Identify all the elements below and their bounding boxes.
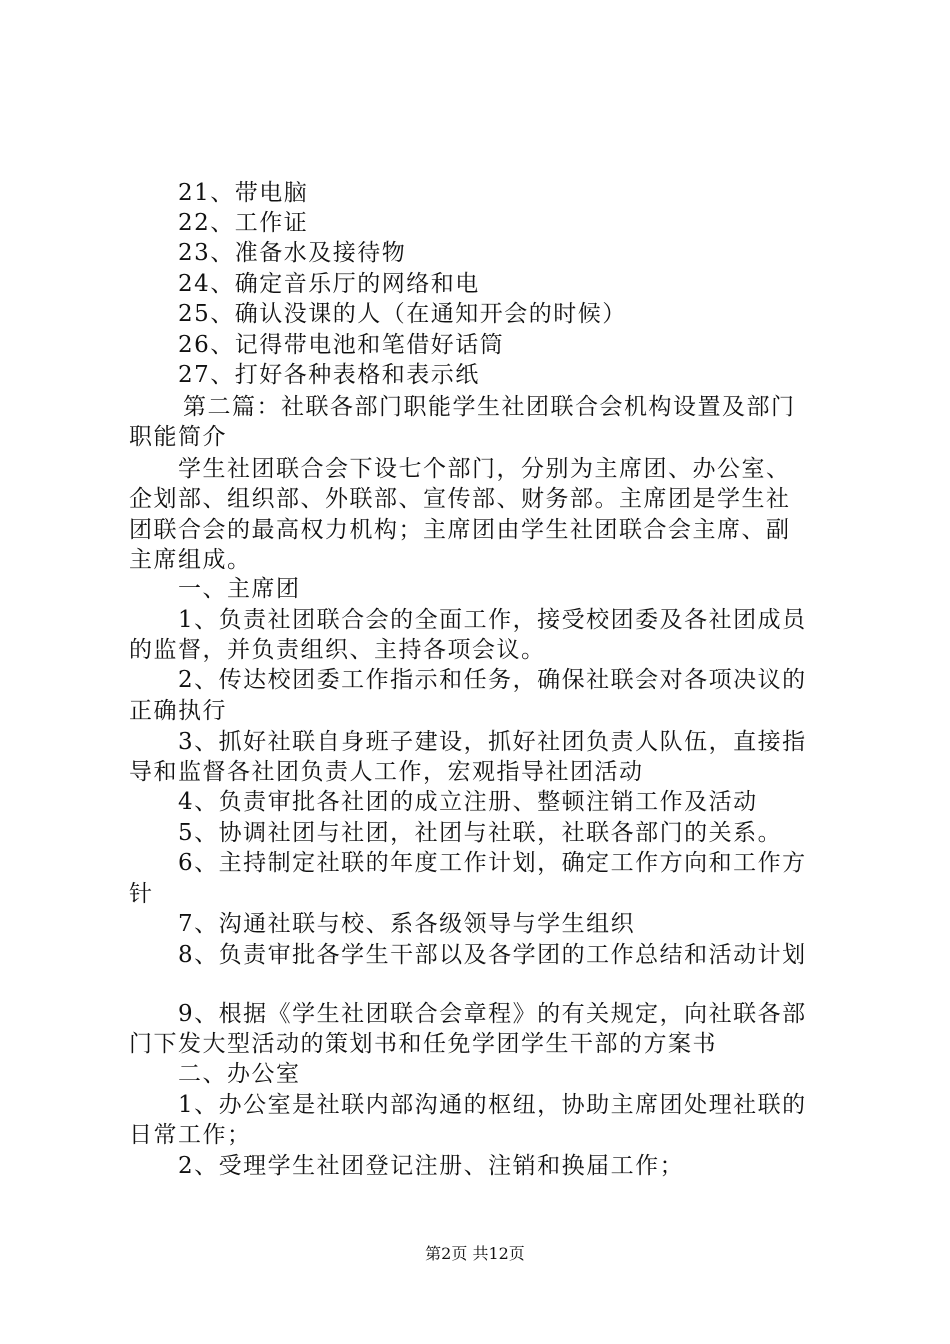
paragraph-line: 门下发大型活动的策划书和任免学团学生干部的方案书 — [129, 1031, 717, 1057]
paragraph-line: 8、负责审批各学生干部以及各学团的工作总结和活动计划 — [178, 942, 807, 968]
paragraph-line: 1、负责社团联合会的全面工作，接受校团委及各社团成员 — [178, 607, 807, 633]
list-item: 21、带电脑 — [178, 180, 309, 206]
list-item: 24、确定音乐厅的网络和电 — [178, 271, 480, 297]
paragraph-line: 学生社团联合会下设七个部门，分别为主席团、办公室、 — [178, 456, 791, 482]
page-number: 第2页 共12页 — [425, 1244, 525, 1263]
section-heading: 一、主席团 — [178, 576, 301, 602]
section-title: 第二篇：社联各部门职能学生社团联合会机构设置及部门 — [183, 394, 796, 420]
paragraph-line: 正确执行 — [129, 698, 227, 724]
paragraph-line: 的监督，并负责组织、主持各项会议。 — [129, 637, 546, 663]
section-heading: 二、办公室 — [178, 1061, 301, 1087]
paragraph-line: 9、根据《学生社团联合会章程》的有关规定，向社联各部 — [178, 1001, 807, 1027]
paragraph-line: 团联合会的最高权力机构；主席团由学生社团联合会主席、副 — [129, 517, 791, 543]
paragraph-line: 企划部、组织部、外联部、宣传部、财务部。主席团是学生社 — [129, 486, 791, 512]
list-item: 25、确认没课的人（在通知开会的时候） — [178, 301, 627, 327]
paragraph-line: 2、受理学生社团登记注册、注销和换届工作； — [178, 1153, 685, 1179]
list-item: 26、记得带电池和笔借好话筒 — [178, 332, 505, 358]
paragraph-line: 4、负责审批各社团的成立注册、整顿注销工作及活动 — [178, 789, 758, 815]
paragraph-line: 导和监督各社团负责人工作，宏观指导社团活动 — [129, 759, 644, 785]
paragraph-line: 针 — [129, 881, 154, 907]
list-item: 23、准备水及接待物 — [178, 240, 407, 266]
list-item: 27、打好各种表格和表示纸 — [178, 362, 480, 388]
paragraph-line: 主席组成。 — [129, 547, 252, 573]
paragraph-line: 1、办公室是社联内部沟通的枢纽，协助主席团处理社联的 — [178, 1092, 807, 1118]
paragraph-line: 2、传达校团委工作指示和任务，确保社联会对各项决议的 — [178, 667, 807, 693]
section-title: 职能简介 — [129, 424, 227, 450]
paragraph-line: 3、抓好社联自身班子建设，抓好社团负责人队伍，直接指 — [178, 729, 807, 755]
list-item: 22、工作证 — [178, 210, 309, 236]
paragraph-line: 7、沟通社联与校、系各级领导与学生组织 — [178, 911, 636, 937]
paragraph-line: 5、协调社团与社团，社团与社联，社联各部门的关系。 — [178, 820, 783, 846]
paragraph-line: 日常工作； — [129, 1122, 252, 1148]
paragraph-line: 6、主持制定社联的年度工作计划，确定工作方向和工作方 — [178, 850, 807, 876]
